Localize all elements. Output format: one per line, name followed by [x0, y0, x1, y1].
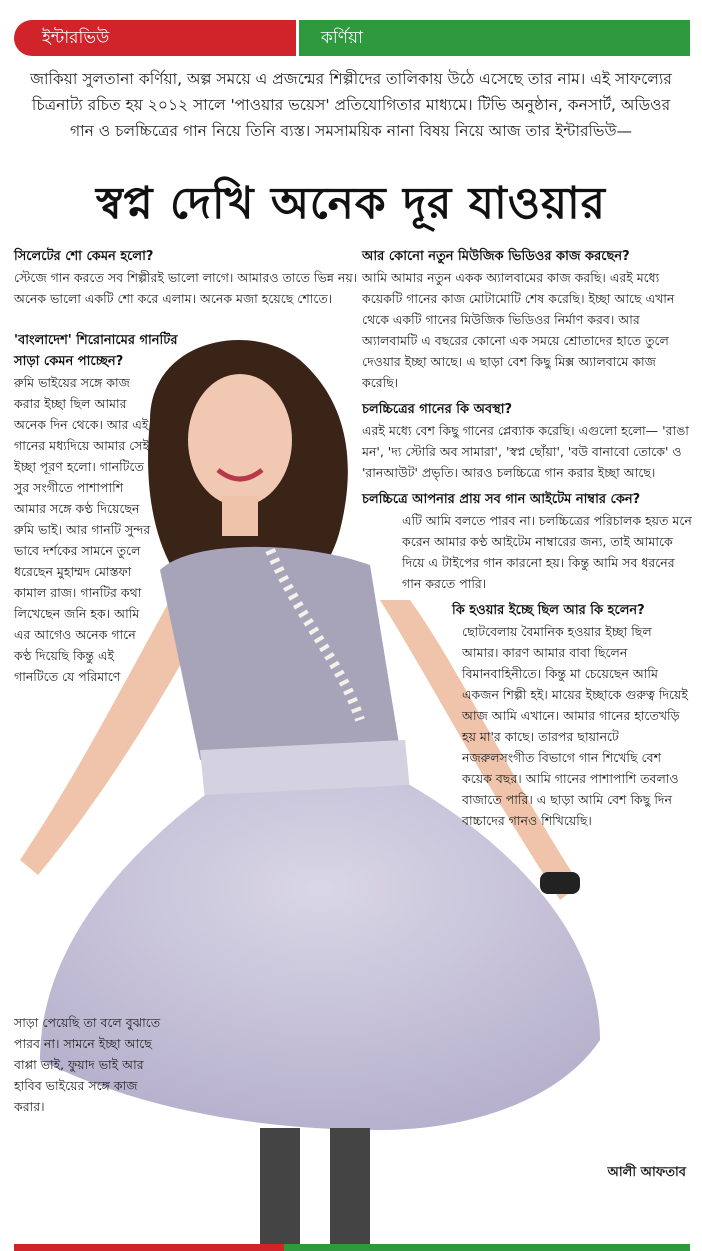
question-music-video: আর কোনো নতুন মিউজিক ভিডিওর কাজ করছেন? [362, 249, 630, 264]
footer-stripe [14, 1244, 690, 1251]
section-header [14, 20, 690, 56]
section-label-name: কর্ণিয়া [299, 20, 690, 56]
headline: স্বপ্ন দেখি অনেক দূর যাওয়ার [96, 178, 606, 229]
right-column [362, 246, 692, 831]
answer-bangladesh-song-continued: সাড়া পেয়েছি তা বলে বুঝাতে পারব না। সামনে ইচ্ছা আছে বাপ্পা ভাই, ফুয়াদ ভাই আর হাবিব ভাইয়ের সঙ্গে কাজ করার। [14, 1015, 161, 1114]
question-childhood-dream: কি হওয়ার ইচ্ছে ছিল আর কি হলেন? [452, 603, 645, 618]
left-narrow-column [14, 330, 178, 687]
answer-childhood-dream: ছোটবেলায় বৈমানিক হওয়ার ইচ্ছা ছিল আমার। কারণ আমার বাবা ছিলেন বিমানবাহিনীতে। কিন্তু মা চেয়েছেন আমি একজন শিল্পী হই। মায়ের ইচ্ছাকে গুরুত্ব দিয়েই আজ আমি এখানে। আমার গানের হাতেখড়ি হয় মা'র কাছে। তারপর ছায়ানটে নজরুলসংগীত বিভাগে গান শিখেছি বেশ কয়েক বছর। আমি গানের পাশাপাশি তবলাও বাজাতে পারি। এ ছাড়া আমি বেশ কিছু দিন বাচ্চাদের গানও শিখিয়েছি। [462, 624, 688, 828]
footer-stripe-green [284, 1244, 690, 1251]
byline: আলী আফতাব [607, 1165, 686, 1180]
answer-bangladesh-song: রুমি ভাইয়ের সঙ্গে কাজ করার ইচ্ছা ছিল আমার অনেক দিন থেকে। আর এই গানের মধ্যদিয়ে আমার সেই ইচ্ছা পূরণ হলো। গানটিতে সুর সংগীতে পাশাপাশি আমার সঙ্গে কণ্ঠ দিয়েছেন রুমি ভাই। আর গানটি সুন্দর ভাবে দর্শকের সামনে তুলে ধরেছেন মুহাম্মদ মোস্তফা কামাল রাজ। গানটির কথা লিখেছেন জনি হক। আমি এর আগেও অনেক গানে কণ্ঠ দিয়েছি কিন্তু এই গানটিতে যে পরিমাণে [14, 375, 151, 684]
left-column [14, 246, 360, 309]
section-label-interview: ইন্টারভিউ [14, 20, 296, 56]
question-bangladesh-song: 'বাংলাদেশ' শিরোনামের গানটির সাড়া কেমন পাচ্ছেন? [14, 333, 178, 369]
answer-sylhet-show: স্টেজে গান করতে সব শিল্পীরই ভালো লাগে। আমারও তাতে ভিন্ন নয়। অনেক ভালো একটি শো করে এলাম। অনেক মজা হয়েছে শোতে। [14, 270, 358, 306]
footer-stripe-red [14, 1244, 284, 1251]
answer-music-video: আমি আমার নতুন একক অ্যালবামের কাজ করছি। এরই মধ্যে কয়েকটি গানের কাজ মোটামোটি শেষ করেছি। ইচ্ছা আছে এখান থেকে একটি গানের মিউজিক ভিডিওর নির্মাণ করব। আর অ্যালবামটি এ বছরের কোনো এক সময়ে শ্রোতাদের হাতে তুলে দেওয়ার ইচ্ছা আছে। এ ছাড়া বেশ কিছু মিক্স অ্যালবামে কাজ করেছি। [362, 270, 675, 390]
intro-paragraph: জাকিয়া সুলতানা কর্ণিয়া, অল্প সময়ে এ প্রজন্মের শিল্পীদের তালিকায় উঠে এসেছে তার নাম। এই সাফল্যের চিত্রনাট্য রচিত হয় ২০১২ সালে 'পাওয়ার ভয়েস' প্রতিযোগিতার মাধ্যমে। টিভি অনুষ্ঠান, কনসার্ট, অডিওর গান ও চলচ্চিত্রের গান নিয়ে তিনি ব্যস্ত। সমসাময়িক নানা বিষয় নিয়ে আজ তার ইন্টারভিউ— [30, 70, 672, 140]
answer-film-songs: এরই মধ্যে বেশ কিছু গানের প্লেব্যাক করেছি। এগুলো হলো— 'রাঙা মন', 'দ্য স্টোরি অব সামারা', 'স্বপ্ন ছোঁয়া', 'বউ বানাবো তোকে' ও 'রানআউট' প্রভৃতি। আরও চলচ্চিত্রে গান করার ইচ্ছা আছে। [362, 423, 689, 480]
question-film-songs: চলচ্চিত্রের গানের কি অবস্থা? [362, 402, 513, 417]
answer-item-numbers: এটি আমি বলতে পারব না। চলচ্চিত্রের পরিচালক হয়ত মনে করেন আমার কণ্ঠ আইটেম নাম্বারের জন্য, তাই আমাকে দিয়ে এ টাইপের গান কারনো হয়। কিন্তু আমি সব ধরনের গান করতে পারি। [402, 513, 692, 591]
question-sylhet-show: সিলেটের শো কেমন হলো? [14, 249, 154, 264]
question-item-numbers: চলচ্চিত্রে আপনার প্রায় সব গান আইটেম নাম্বার কেন? [362, 492, 641, 507]
